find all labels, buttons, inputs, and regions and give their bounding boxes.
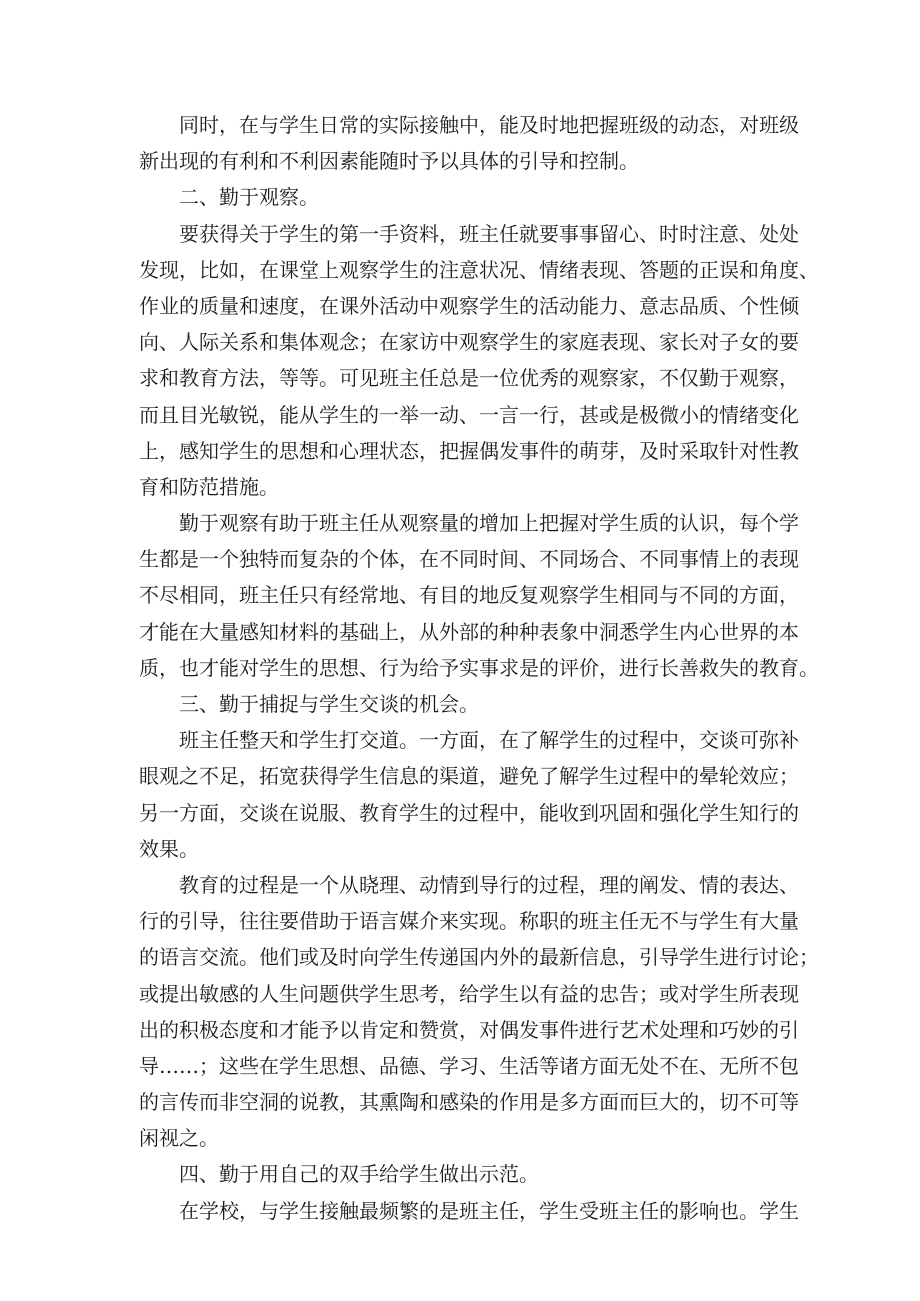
text-line: 另一方面，交谈在说服、教育学生的过程中，能收到巩固和强化学生知行的 (139, 800, 799, 825)
text-line: 而且目光敏锐，能从学生的一举一动、一言一行，甚或是极微小的情绪变化 (139, 402, 799, 427)
text-line: 行的引导，往往要借助于语言媒介来实现。称职的班主任无不与学生有大量 (139, 909, 799, 934)
text-line: 作业的质量和速度，在课外活动中观察学生的活动能力、意志品质、个性倾 (139, 293, 799, 318)
text-line: 求和教育方法，等等。可见班主任总是一位优秀的观察家，不仅勤于观察， (139, 366, 799, 391)
text-line: 不尽相同，班主任只有经常地、有目的地反复观察学生相同与不同的方面， (139, 583, 799, 608)
document-body (139, 107, 819, 1229)
text-line: 要获得关于学生的第一手资料，班主任就要事事留心、时时注意、处处 (179, 221, 799, 246)
text-line: 眼观之不足，拓宽获得学生信息的渠道，避免了解学生过程中的晕轮效应； (139, 764, 799, 789)
text-line: 出的积极态度和才能予以肯定和赞赏，对偶发事件进行艺术处理和巧妙的引 (139, 1017, 799, 1042)
text-line: 在学校，与学生接触最频繁的是班主任，学生受班主任的影响也。学生 (179, 1198, 799, 1223)
text-line: 上，感知学生的思想和心理状态，把握偶发事件的萌芽，及时采取针对性教 (139, 438, 799, 463)
text-line: 育和防范措施。 (139, 474, 279, 499)
text-line: 班主任整天和学生打交道。一方面，在了解学生的过程中，交谈可弥补 (179, 728, 799, 753)
text-line: 勤于观察有助于班主任从观察量的增加上把握对学生质的认识，每个学 (179, 511, 799, 536)
text-line: 导……；这些在学生思想、品德、学习、生活等诸方面无处不在、无所不包 (139, 1053, 799, 1078)
text-line: 才能在大量感知材料的基础上，从外部的种种表象中洞悉学生内心世界的本 (139, 619, 799, 644)
text-line: 二、勤于观察。 (179, 185, 319, 210)
text-line: 四、勤于用自己的双手给学生做出示范。 (179, 1162, 539, 1187)
text-line: 教育的过程是一个从晓理、动情到导行的过程，理的阐发、情的表达、 (179, 872, 799, 897)
text-line: 三、勤于捕捉与学生交谈的机会。 (179, 692, 479, 716)
text-line: 闲视之。 (139, 1126, 219, 1151)
text-line: 发现，比如，在课堂上观察学生的注意状况、情绪表现、答题的正误和角度、 (139, 257, 819, 282)
text-line: 或提出敏感的人生问题供学生思考，给学生以有益的忠告；或对学生所表现 (139, 981, 799, 1006)
text-line: 生都是一个独特而复杂的个体，在不同时间、不同场合、不同事情上的表现 (139, 547, 799, 572)
text-line: 的言传而非空洞的说教，其熏陶和感染的作用是多方面而巨大的，切不可等 (139, 1090, 799, 1115)
text-line: 质，也才能对学生的思想、行为给予实事求是的评价，进行长善救失的教育。 (139, 655, 819, 680)
text-line: 新出现的有利和不利因素能随时予以具体的引导和控制。 (139, 149, 639, 174)
text-line: 效果。 (139, 836, 199, 861)
text-line: 同时，在与学生日常的实际接触中，能及时地把握班级的动态，对班级 (179, 113, 799, 137)
text-line: 向、人际关系和集体观念；在家访中观察学生的家庭表现、家长对子女的要 (139, 330, 799, 355)
text-line: 的语言交流。他们或及时向学生传递国内外的最新信息，引导学生进行讨论； (139, 945, 819, 970)
